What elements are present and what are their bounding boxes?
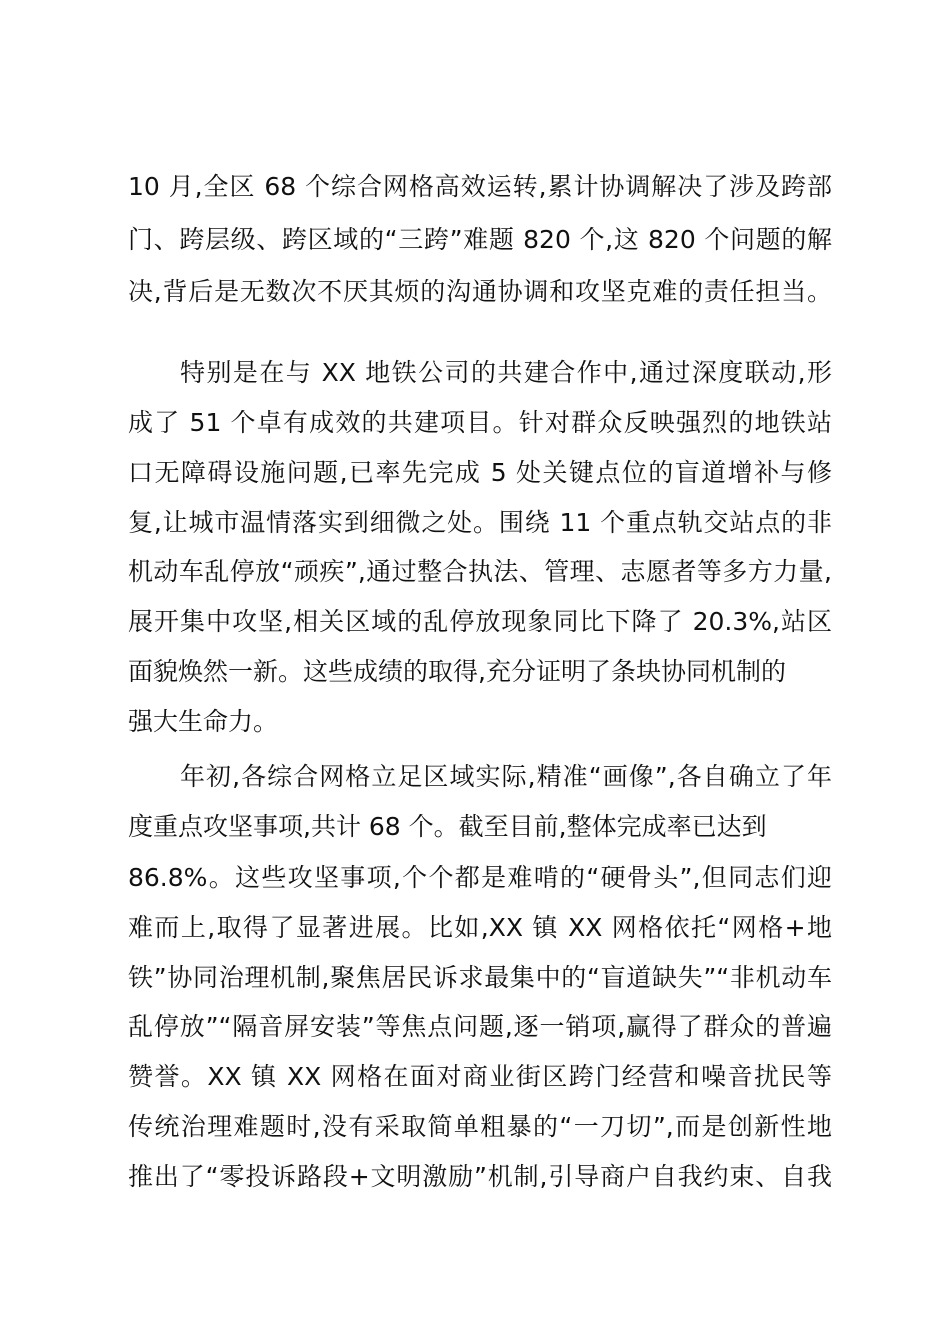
paragraph-3-line-9: 推出了“零投诉路段+文明激励”机制,引导商户自我约束、自我 xyxy=(128,1162,832,1191)
paragraph-2-line-8: 强大生命力。 xyxy=(128,707,279,736)
paragraph-2-line-3: 口无障碍设施问题,已率先完成 5 处关键点位的盲道增补与修 xyxy=(128,458,832,487)
paragraph-2-line-2: 成了 51 个卓有成效的共建项目。针对群众反映强烈的地铁站 xyxy=(128,408,832,437)
paragraph-1-line-1: 10 月,全区 68 个综合网格高效运转,累计协调解决了涉及跨部 xyxy=(128,172,832,201)
paragraph-3-line-8: 传统治理难题时,没有采取简单粗暴的“一刀切”,而是创新性地 xyxy=(128,1112,832,1141)
paragraph-2-line-5: 机动车乱停放“顽疾”,通过整合执法、管理、志愿者等多方力量, xyxy=(128,557,832,586)
paragraph-1-line-2: 门、跨层级、跨区域的“三跨”难题 820 个,这 820 个问题的解 xyxy=(128,225,832,254)
paragraph-3-line-6: 乱停放”“隔音屏安装”等焦点问题,逐一销项,赢得了群众的普遍 xyxy=(128,1012,832,1041)
paragraph-2-line-7: 面貌焕然一新。这些成绩的取得,充分证明了条块协同机制的 xyxy=(128,657,786,686)
paragraph-3-line-2: 度重点攻坚事项,共计 68 个。截至目前,整体完成率已达到 xyxy=(128,812,767,841)
paragraph-1-line-3: 决,背后是无数次不厌其烦的沟通协调和攻坚克难的责任担当。 xyxy=(128,277,832,306)
paragraph-2-line-6: 展开集中攻坚,相关区域的乱停放现象同比下降了 20.3%,站区 xyxy=(128,607,832,636)
paragraph-3-line-4: 难而上,取得了显著进展。比如,XX 镇 XX 网格依托“网格+地 xyxy=(128,913,832,942)
paragraph-3-line-7: 赞誉。XX 镇 XX 网格在面对商业街区跨门经营和噪音扰民等 xyxy=(128,1062,832,1091)
paragraph-3-line-1: 年初,各综合网格立足区域实际,精准“画像”,各自确立了年 xyxy=(180,762,832,791)
paragraph-2-line-1: 特别是在与 XX 地铁公司的共建合作中,通过深度联动,形 xyxy=(180,358,832,387)
paragraph-2-line-4: 复,让城市温情落实到细微之处。围绕 11 个重点轨交站点的非 xyxy=(128,508,832,537)
paragraph-3-line-5: 铁”协同治理机制,聚焦居民诉求最集中的“盲道缺失”“非机动车 xyxy=(128,963,832,992)
paragraph-3-line-3: 86.8%。这些攻坚事项,个个都是难啃的“硬骨头”,但同志们迎 xyxy=(128,863,832,892)
